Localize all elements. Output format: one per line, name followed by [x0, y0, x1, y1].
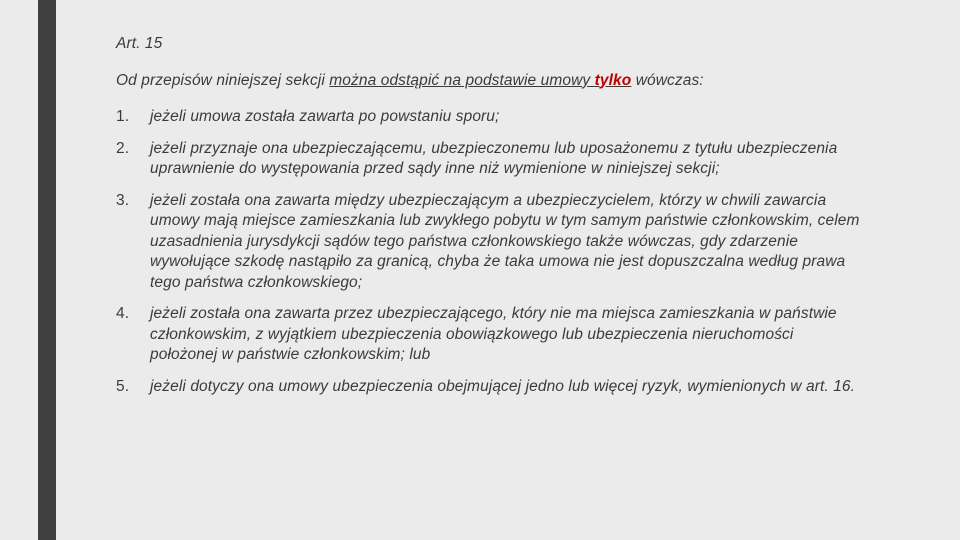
article-title: Art. 15 [116, 35, 163, 52]
item-number: 1. [116, 108, 130, 125]
item-number: 5. [116, 377, 130, 395]
intro-text-end: wówczas: [631, 71, 704, 89]
item-number: 3. [116, 191, 130, 209]
intro-underlined-phrase: można odstąpić na podstawie umowy [329, 71, 595, 89]
intro-underlined-text [329, 72, 631, 89]
item-number: 2. [116, 139, 130, 157]
condition-list [116, 107, 876, 397]
slide-content [116, 34, 876, 408]
intro-text-start: Od przepisów niniejszej sekcji [116, 71, 330, 89]
list-item [116, 191, 876, 294]
list-item [116, 139, 876, 180]
item-text: jeżeli umowa została zawarta po powstaniu sporu; [150, 108, 500, 125]
list-item [116, 377, 876, 398]
item-number: 4. [116, 305, 130, 322]
item-text: jeżeli została ona zawarta przez ubezpieczającego, który nie ma miejsca zamieszkania w państwie członkowskim, z wyjątkiem ubezpieczenia obowiązkowego lub ubezpieczenia nieruchomości położonej w państwie członkowskim; lub [150, 305, 837, 363]
list-item [116, 304, 876, 366]
item-text: jeżeli dotyczy ona umowy ubezpieczenia obejmującej jedno lub więcej ryzyk, wymienionych w art. 16. [150, 377, 856, 395]
intro-sentence [116, 71, 876, 92]
item-text: jeżeli przyznaje ona ubezpieczającemu, ubezpieczonemu lub uposażonemu z tytułu ubezpieczenia uprawnienie do występowania przed sądy inne niż wymienione w niniejszej sekcji; [150, 139, 838, 177]
intro-highlight-word: tylko [594, 71, 632, 89]
list-item [116, 107, 876, 128]
item-text: jeżeli została ona zawarta między ubezpieczającym a ubezpieczycielem, którzy w chwili zawarcia umowy mają miejsce zamieszkania lub zwykłego pobytu w tym samym państwie członkowskim, celem uzasadnienia jurysdykcji sądów tego państwa członkowskiego także wówczas, gdy zdarzenie wywołujące szkodę nastąpiło za granicą, chyba że taka umowa nie jest dopuszczalna według prawa tego państwa członkowskiego; [150, 191, 860, 291]
decorative-side-bar [38, 0, 56, 540]
